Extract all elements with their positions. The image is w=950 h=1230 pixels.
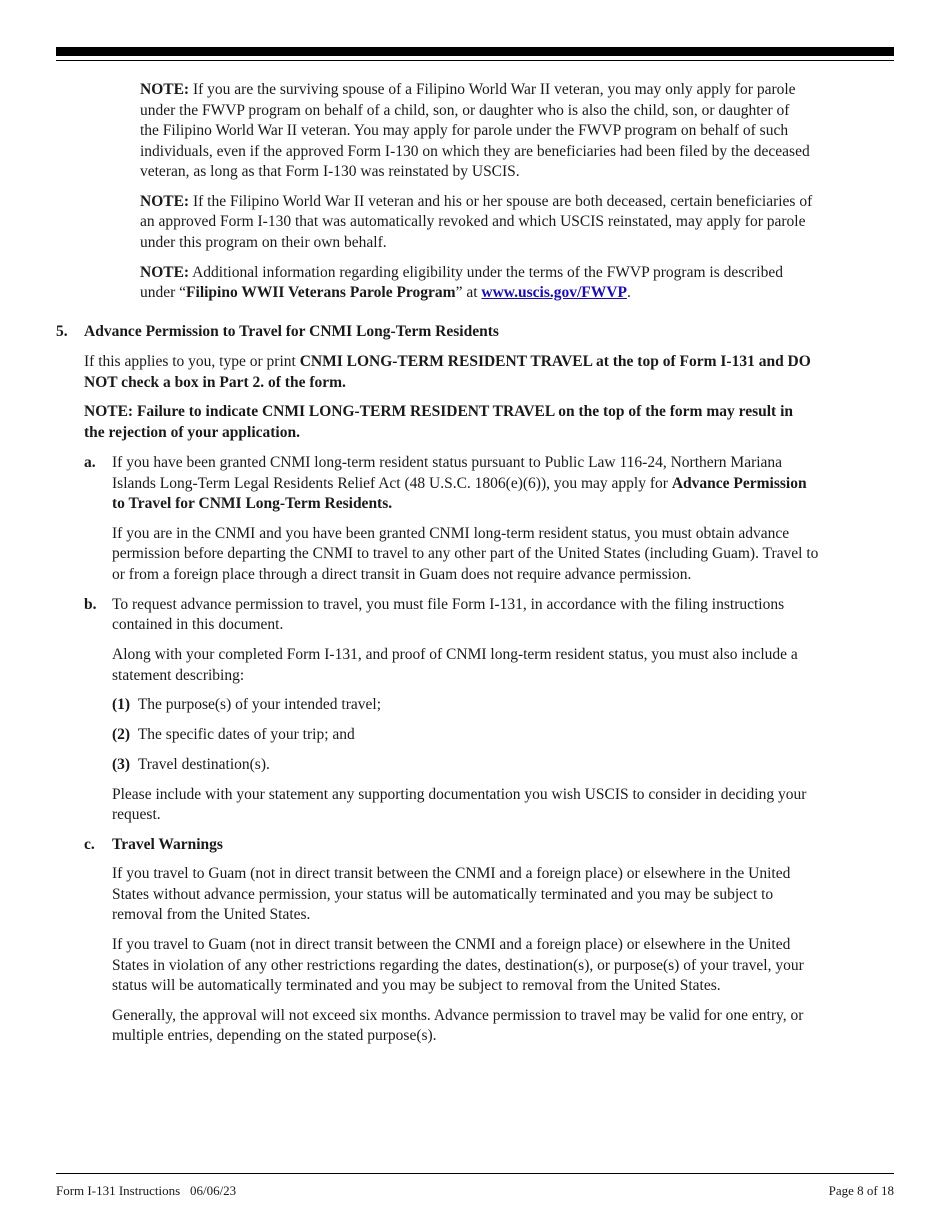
item-a-para2-line2: permission before departing the CNMI to travel to any other part of the United States (including Guam). Travel to (112, 545, 819, 562)
item-c-para1-line3: removal from the United States. (112, 906, 311, 923)
note1-line1: NOTE: If you are the surviving spouse of a Filipino World War II veteran, you may only apply for parole (140, 81, 796, 98)
item-b-para1-line2: contained in this document. (112, 616, 284, 633)
section5-note-line2: the rejection of your application. (84, 424, 300, 441)
item-b-para2-line1: Along with your completed Form I-131, and proof of CNMI long-term resident status, you must also include a (112, 646, 798, 663)
item-b-para3-line2: request. (112, 806, 161, 823)
item-a-line2: Islands Long-Term Legal Residents Relief Act (48 U.S.C. 1806(e)(6)), you may apply for Advance Permission (112, 475, 807, 492)
item-c-para2-line1: If you travel to Guam (not in direct transit between the CNMI and a foreign place) or elsewhere in the United (112, 936, 791, 953)
section5-intro-line1: If this applies to you, type or print CNMI LONG-TERM RESIDENT TRAVEL at the top of Form I-131 and DO (84, 353, 811, 370)
header-rule-thin (56, 60, 894, 61)
item-b-para3-line1: Please include with your statement any supporting documentation you wish USCIS to consider in deciding your (112, 786, 807, 803)
item-b-list-item-1: (1) The purpose(s) of your intended travel; (112, 696, 382, 713)
note3-line2: under “Filipino WWII Veterans Parole Program” at www.uscis.gov/FWVP. (140, 284, 631, 301)
item-b-list-item-2: (2) The specific dates of your trip; and (112, 726, 355, 743)
note1-line3: the Filipino World War II veteran. You may apply for parole under the FWVP program on behalf of such (140, 122, 789, 139)
section5-intro-line2: NOT check a box in Part 2. of the form. (84, 374, 346, 391)
item-a-line3: to Travel for CNMI Long-Term Residents. (112, 495, 393, 512)
footer-page-number: Page 8 of 18 (828, 1183, 894, 1198)
item-c-title: Travel Warnings (112, 836, 223, 853)
item-a-line1: If you have been granted CNMI long-term resident status pursuant to Public Law 116-24, Northern Mariana (112, 454, 783, 471)
note1-line2: under the FWVP program on behalf of a child, son, or daughter who is also the child, son, or daughter of (140, 102, 790, 119)
note2-line3: under this program on their own behalf. (140, 234, 387, 251)
item-a-para2-line3: or from a foreign place through a direct transit in Guam does not require advance permission. (112, 566, 692, 583)
item-b-para2-line2: statement describing: (112, 667, 245, 684)
item-c-para3-line2: multiple entries, depending on the stated purpose(s). (112, 1027, 437, 1044)
item-a-para2-line1: If you are in the CNMI and you have been granted CNMI long-term resident status, you must obtain advance (112, 525, 790, 542)
header-rule-thick (56, 47, 894, 56)
item-c-para1-line1: If you travel to Guam (not in direct transit between the CNMI and a foreign place) or elsewhere in the United (112, 865, 791, 882)
note1-line5: veteran, as long as that Form I-130 was reinstated by USCIS. (140, 163, 520, 180)
item-c-para2-line3: status will be automatically terminated and you may be subject to removal from the United States. (112, 977, 721, 994)
section5-number: 5. (56, 323, 68, 340)
item-a-label: a. (84, 454, 96, 471)
item-c-para3-line1: Generally, the approval will not exceed six months. Advance permission to travel may be valid for one entry, or (112, 1007, 804, 1024)
item-b-label: b. (84, 596, 97, 613)
fwvp-link[interactable]: www.uscis.gov/FWVP (481, 284, 627, 301)
item-c-para2-line2: States in violation of any other restrictions regarding the dates, destination(s), or purpose(s) of your travel, your (112, 957, 804, 974)
item-c-para1-line2: States without advance permission, your status will be automatically terminated and you may be subject to (112, 886, 774, 903)
footer-form-info: Form I-131 Instructions 06/06/23 (56, 1183, 237, 1198)
note3-line1: NOTE: Additional information regarding eligibility under the terms of the FWVP program is described (140, 264, 783, 281)
item-c-label: c. (84, 836, 95, 853)
item-b-list-item-3: (3) Travel destination(s). (112, 756, 270, 773)
section5-title: Advance Permission to Travel for CNMI Long-Term Residents (84, 323, 499, 340)
note1-line4: individuals, even if the approved Form I-130 on which they are beneficiaries had been filed by the deceased (140, 143, 810, 160)
item-b-para1-line1: To request advance permission to travel, you must file Form I-131, in accordance with the filing instructions (112, 596, 785, 613)
footer-rule (56, 1173, 894, 1174)
note2-line1: NOTE: If the Filipino World War II veteran and his or her spouse are both deceased, certain beneficiaries of (140, 193, 813, 210)
section5-note-line1: NOTE: Failure to indicate CNMI LONG-TERM RESIDENT TRAVEL on the top of the form may result in (84, 403, 794, 420)
note2-line2: an approved Form I-130 that was automatically revoked and which USCIS reinstated, may apply for parole (140, 213, 806, 230)
